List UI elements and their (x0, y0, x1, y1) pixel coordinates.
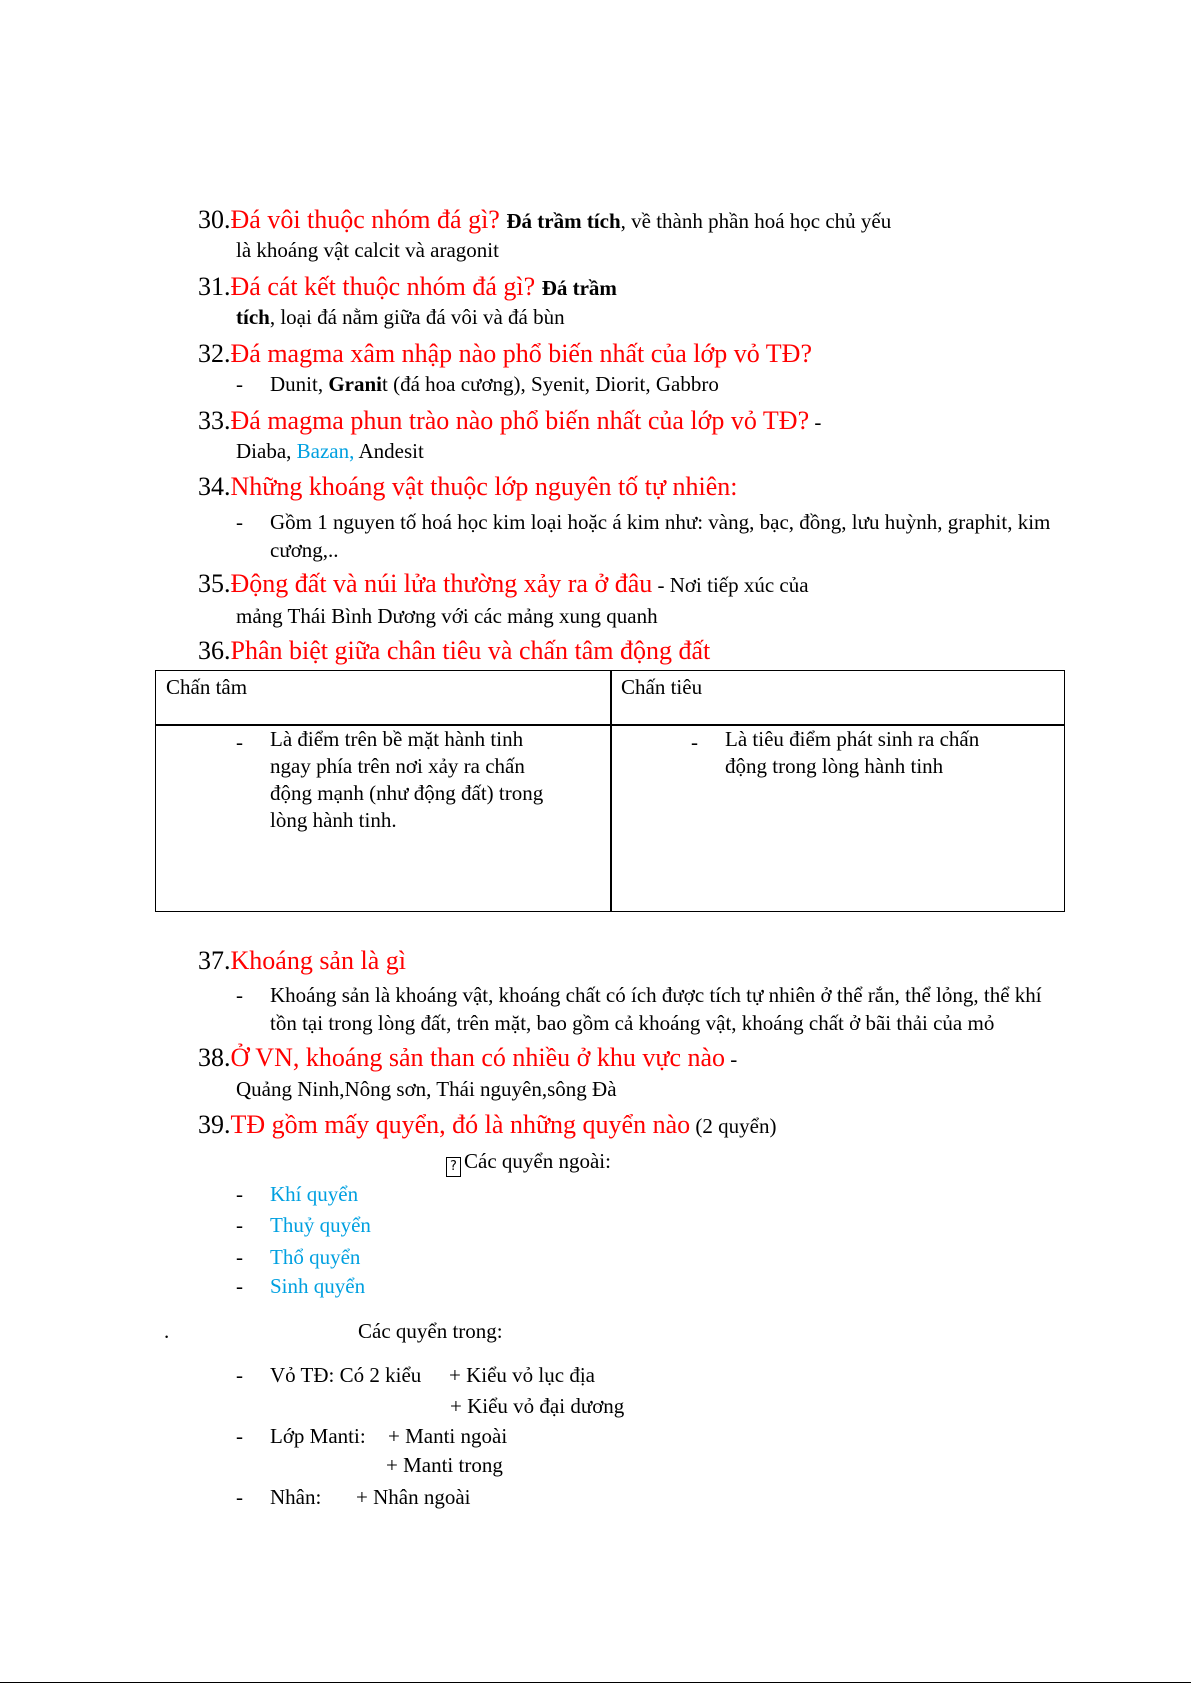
question-text: Ở VN, khoáng sản than có nhiều ở khu vực nào (230, 1043, 726, 1072)
table-header-chan-tam: Chấn tâm (166, 675, 248, 699)
answer-text: (2 quyển) (690, 1114, 777, 1138)
sphere-item: Sinh quyển (270, 1274, 366, 1298)
bullet-dash: - (236, 1485, 243, 1509)
answer-line: là khoáng vật calcit và aragonit (236, 238, 499, 262)
bullet-dash: - (236, 983, 243, 1007)
question-36 (198, 636, 710, 666)
answer-line: Gồm 1 nguyen tố hoá học kim loại hoặc á kim như: vàng, bạc, đồng, lưu huỳnh, graphit, kim (270, 510, 1051, 534)
layer-subtype: + Kiểu vỏ lục địa (449, 1363, 595, 1387)
table-cell-chan-tam (270, 726, 543, 834)
layer-label: Nhân: (270, 1485, 322, 1509)
bullet-dash: - (236, 510, 243, 534)
answer-text: , loại đá nằm giữa đá vôi và đá bùn (269, 305, 565, 329)
question-text: Những khoáng vật thuộc lớp nguyên tố tự nhiên: (230, 472, 738, 501)
answer-dash: - (809, 410, 822, 434)
question-number: 36. (198, 636, 231, 665)
comparison-table (155, 670, 1065, 912)
answer-text: t (đá hoa cương), Syenit, Diorit, Gabbro (382, 372, 719, 396)
answer-line (236, 438, 424, 464)
cell-line: Là tiêu điểm phát sinh ra chấn (725, 727, 980, 751)
layer-subtype: + Manti trong (386, 1453, 503, 1477)
bullet-dash: - (236, 1182, 243, 1206)
bullet-dash: - (236, 372, 243, 396)
question-number: 33. (198, 406, 231, 435)
answer-text: Dunit, (270, 372, 329, 396)
sphere-item: Thổ quyển (270, 1245, 361, 1269)
cell-line: lòng hành tinh. (270, 808, 397, 832)
question-39 (198, 1110, 776, 1140)
question-33 (198, 406, 821, 436)
question-34 (198, 472, 737, 502)
cell-line: động mạnh (như động đất) trong (270, 781, 544, 805)
question-31 (198, 272, 617, 302)
answer-line (236, 304, 565, 330)
answer-bold: tích (236, 305, 270, 329)
question-number: 34. (198, 472, 231, 501)
missing-glyph-icon: ? (446, 1157, 461, 1177)
answer-bold: Đá trầm tích (506, 209, 621, 233)
question-35 (198, 569, 809, 599)
question-text: Đá magma xâm nhập nào phổ biến nhất của lớp vỏ TĐ? (230, 339, 812, 368)
cell-line: Là điểm trên bề mặt hành tinh (270, 727, 524, 751)
question-text: Đá cát kết thuộc nhóm đá gì? (230, 272, 536, 301)
bullet-dash: - (236, 1363, 243, 1387)
bullet-dash: - (691, 730, 698, 754)
bullet-dash: - (236, 1274, 243, 1298)
page-bottom-rule (0, 1682, 1191, 1683)
bullet-dash: - (236, 1424, 243, 1448)
question-number: 32. (198, 339, 231, 368)
question-text: Động đất và núi lửa thường xảy ra ở đâu (230, 569, 653, 598)
layer-subtype: + Kiểu vỏ đại dương (450, 1394, 625, 1418)
layer-subtype: + Manti ngoài (388, 1424, 508, 1448)
answer-line: mảng Thái Bình Dương với các mảng xung quanh (236, 604, 658, 628)
answer-line: Khoáng sản là khoáng vật, khoáng chất có ích được tích tự nhiên ở thể rắn, thể lỏng, thể khí (270, 983, 1042, 1007)
table-cell-chan-tieu (725, 726, 979, 780)
answer-text: Andesit (354, 439, 424, 463)
question-number: 35. (198, 569, 231, 598)
table-header-chan-tieu: Chấn tiêu (621, 675, 703, 699)
question-number: 39. (198, 1110, 231, 1139)
answer-line: tồn tại trong lòng đất, trên mặt, bao gồm cả khoáng vật, khoáng chất ở bãi thải của mỏ (270, 1011, 995, 1035)
question-text: TĐ gồm mấy quyển, đó là những quyển nào (230, 1110, 691, 1139)
question-number: 30. (198, 205, 231, 234)
answer-text: , về thành phần hoá học chủ yếu (620, 209, 892, 233)
answer-bold: Grani (328, 372, 383, 396)
question-number: 37. (198, 946, 231, 975)
layer-label: Lớp Manti: (270, 1424, 366, 1448)
sphere-item: Khí quyển (270, 1182, 359, 1206)
table-divider (610, 671, 612, 911)
bullet-dash: - (236, 1213, 243, 1237)
answer-text: Diaba, (236, 439, 297, 463)
outer-spheres-title (446, 1148, 611, 1177)
sphere-item: Thuỷ quyển (270, 1213, 371, 1237)
cell-line: ngay phía trên nơi xảy ra chấn (270, 754, 525, 778)
answer-text: - Nơi tiếp xúc của (652, 573, 809, 597)
question-number: 31. (198, 272, 231, 301)
list-marker: . (164, 1319, 170, 1343)
cell-line: động trong lòng hành tinh (725, 754, 944, 778)
bullet-dash: - (236, 1245, 243, 1269)
question-37 (198, 946, 406, 976)
answer-highlight: Bazan, (296, 439, 355, 463)
answer-line: Quảng Ninh,Nông sơn, Thái nguyên,sông Đà (236, 1077, 617, 1101)
answer-bold: Đá trầm (541, 276, 617, 300)
question-text: Đá vôi thuộc nhóm đá gì? (230, 205, 500, 234)
question-number: 38. (198, 1043, 231, 1072)
answer-dash: - (725, 1047, 738, 1071)
question-32 (198, 339, 812, 369)
question-38 (198, 1043, 737, 1073)
layer-subtype: + Nhân ngoài (356, 1485, 471, 1509)
section-title: Các quyển ngoài: (464, 1149, 611, 1173)
question-text: Khoáng sản là gì (230, 946, 406, 975)
bullet-dash: - (236, 730, 243, 754)
question-text: Phân biệt giữa chân tiêu và chấn tâm động đất (230, 636, 711, 665)
question-text: Đá magma phun trào nào phổ biến nhất của lớp vỏ TĐ? (230, 406, 810, 435)
answer-line: cương,.. (270, 538, 339, 562)
layer-label: Vỏ TĐ: Có 2 kiểu (270, 1363, 422, 1387)
answer-line (270, 371, 719, 397)
inner-spheres-title: Các quyển trong: (358, 1319, 503, 1343)
question-30 (198, 205, 891, 235)
